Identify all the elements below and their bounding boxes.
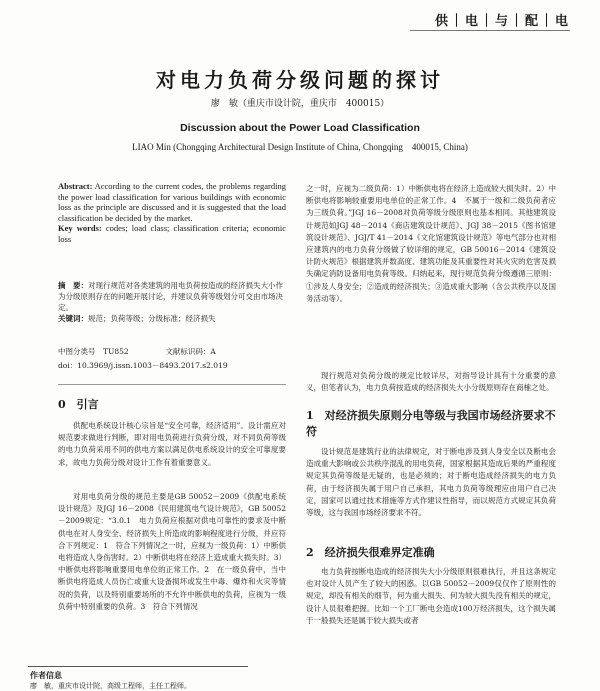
keywords-en-text: codes; load class; classification criteria; economic loss <box>58 223 287 244</box>
right-paragraph-1: 之一时，应视为二级负荷：1）中断供电将在经济上造成较大损失时。2）中断供电将影响较重要用电单位的正常工作。4 不属于一级和二级负荷者应为三级负荷。”JGJ 16－2008对负荷等级分级原则也基本相同。其他建筑设计规范如JGJ 48－2014《商店建筑设计规范》、JGJ 38－2015《图书馆建筑设计规范》、JGJ/T 41－2014《文化馆建筑设计规范》等电气部分也对相应建筑内的电力负荷分级做了较详细的规定，GB 50016－2014《建筑设计防火规范》根据建筑并数高度、建筑功能及其重要性对其火灾的危害及损失确定消防设备用电负荷等级。归纳起来，现行规范负荷分级遵循三原则：①涉及人身安全；②造成的经济损失；③造成重大影响（含公共秩序以及国务活动等）。 <box>306 184 556 303</box>
keywords-cn-text: 规范；负荷等级；分级标准；经济损失 <box>88 314 216 323</box>
doc-code: 文献标识码：A <box>165 347 216 356</box>
classification-row <box>58 346 286 357</box>
abstract-cn-label: 摘 要： <box>58 281 88 290</box>
section-2-paragraph-1: 电力负荷按断电造成的经济损失大小分级原则很难执行，并且这条规定也对设计人员产生了较大的困惑。以GB 50052－2009仅仅作了原则性的规定，却没有相关的细节，何为重大损失、何为较大损失没有相关的规定，设计人员很难把握。比如一个工厂断电会造成100万经济损失，这个损失属于一般损失还是属于较大损失或者 <box>306 567 556 625</box>
header-divider <box>410 30 570 31</box>
footer-divider <box>28 666 248 667</box>
author-en: LIAO Min (Chongqing Architectural Design Institute of China, Chongqing 400015, China) <box>132 142 468 152</box>
section-tag: 供｜电｜与｜配｜电 <box>434 14 570 29</box>
abstract-en-text: According to the current codes, the problems regarding the power load classification for various buildings with economic loss as the principle are discussed and it is suggested that the load classification be decided by the market. <box>58 181 286 223</box>
doi: doi：10.3969/j.issn.1003－8493.2017.s2.019 <box>58 361 228 370</box>
section-0-heading: 0 引言 <box>58 398 99 411</box>
abstract-cn <box>58 280 286 324</box>
section-2-heading: 2 经济损失很难界定准确 <box>306 546 435 559</box>
section-1-paragraph-1: 设计规范是建筑行业的法律规定，对于断电涉及到人身安全以及断电会造成重大影响或公共秩序混乱的用电负荷，国家根据其造成后果的严重程度规定其负荷等级是无疑的，也是必须的；对于断电造成经济损失的电力负荷，由于经济损失属于用户自己承担，其电力负荷等级理应由用户自己决定，国家可以通过技术措施等方式作建议性指导，而以规范方式规定其负荷等级，这与我国市场经济要求不符。 <box>306 447 556 518</box>
abstract-cn-text: 对现行规范对各类建筑的用电负荷按造成的经济损失大小作为分级原则存在的问题开展讨论，并建议负荷等级划分可交由市场决定。 <box>58 281 283 312</box>
author-cn: 廖 敏（重庆市设计院，重庆市 400015） <box>210 99 390 109</box>
abstract-divider <box>58 384 286 385</box>
section-0-paragraph-1: 供配电系统设计核心宗旨是“安全可靠，经济适用”。设计需应对规范要求做进行判断，即对用电负荷进行负荷分级，对不同负荷等级的电力负荷采用不同的供电方案以满足供电系统设计的安全可靠度要求，故电力负荷分级对设计工作有着重要意义。 <box>58 421 286 467</box>
article-title-en: Discussion about the Power Load Classification <box>180 122 420 134</box>
section-0-paragraph-2: 对用电负荷分级的规范主要是GB 50052－2009《供配电系统设计规范》及JGJ 16－2008《民用建筑电气设计规范》，GB 50052－2009规定：“3.0.1 电力负荷应根据对供电可靠性的要求及中断供电在对人身安全、经济损失上所造成的影响程度进行分级，并应符合下列规定：1 符合下列情况之一时，应视为一级负荷：1）中断供电将造成人身伤害时。2）中断供电将在经济上造成重大损失时。3）中断供电将影响重要用电单位的正常工作。2 在一级负荷中，当中断供电将造成人员伤亡或重大设备损坏或发生中毒、爆炸和火灾等情况的负荷，以及特别重要场所的不允许中断供电的负荷，应视为一级负荷中特别重要的负荷。3 符合下列情况 <box>58 492 286 611</box>
keywords-cn-label: 关键词： <box>58 314 88 323</box>
author-info-label: 作者信息 <box>30 670 62 680</box>
clc-number: 中图分类号 TU852 <box>58 347 129 356</box>
author-info: 廖 敏，重庆市设计院，高级工程师，主任工程师。 <box>30 682 191 690</box>
right-paragraph-2: 现行规范对负荷分级的规定比较详尽，对指导设计具有十分重要的意义，但笔者认为，电力负荷按造成的经济损失大小分级原则存在商榷之处。 <box>306 371 556 393</box>
section-1-heading: 1 对经济损失原则分电等级与我国市场经济要求不符 <box>306 409 556 438</box>
keywords-en-label: Key words: <box>58 223 102 233</box>
article-title-cn: 对电力负荷分级问题的探讨 <box>156 68 444 92</box>
abstract-en-label: Abstract: <box>58 181 93 191</box>
abstract-en <box>58 181 286 244</box>
